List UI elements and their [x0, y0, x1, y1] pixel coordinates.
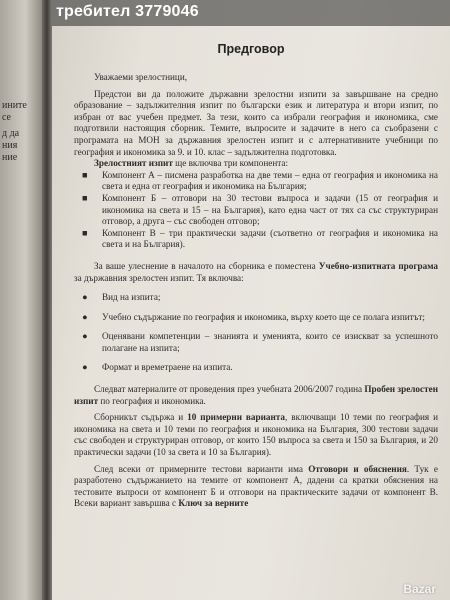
- list-item: ● Оценявани компетенции – знанията и уменията, които се изискват за успешното полагане на изпита;: [82, 331, 438, 353]
- collection-paragraph: Сборникът съдържа и 10 примерни варианта, включващи 10 теми по география и икономика на света и 10 теми по география и икономика на България, 300 тестови задачи със свободен и структуриран отговор, от които 150 въпроса за света и 150 за България, и 20 практически задачи (10 за света и 10 за България).: [74, 412, 439, 458]
- list-item: ■ Компонент А – писмена разработка на две теми – една от география и икономика на света и една от география и икономика на България;: [82, 169, 438, 192]
- answers-paragraph: След всеки от примерните тестови варианти има Отговори и обяснения. Тук е разработено съдържанието на темите от компонент А, дадени са кратки обяснения на тестовите въпроси от компонент Б и отговори на практическите задачи от компонент В. Всеки вариант завършва с Ключ за верните: [74, 463, 438, 509]
- exam-intro-bold: Зрелостният изпит: [94, 158, 173, 169]
- program-list: [74, 292, 438, 374]
- bullet-icon: ■: [82, 227, 88, 238]
- left-page-fragment: ния: [2, 140, 18, 151]
- page-title: Предговор: [217, 42, 285, 56]
- greeting: Уважаеми зрелостници,: [94, 72, 188, 82]
- left-page-fragment: д да: [2, 128, 20, 139]
- program-intro: За ваше улеснение в началото на сборника е поместена Учебно-изпитната програма за държавния зрелостен изпит. Тя включва:: [74, 260, 438, 283]
- trial-paragraph: Следват материалите от проведения през учебната 2006/2007 година Пробен зрелостен изпит по география и икономика.: [74, 384, 438, 406]
- left-page-fragment: се: [2, 112, 11, 123]
- list-item: ● Формат и времетраене на изпита.: [82, 362, 233, 373]
- list-item: ■ Компонент В – три практически задачи (съответно от география и икономика на света и на България).: [82, 227, 438, 250]
- exam-intro-rest: ще включва три компонента:: [172, 158, 289, 169]
- list-item: ● Вид на изпита;: [82, 292, 161, 303]
- left-page-fragment: ините: [2, 100, 27, 111]
- bullet-icon: ●: [82, 311, 88, 322]
- watermark-logo: Bazar: [403, 582, 436, 596]
- bullet-icon: ●: [82, 362, 88, 373]
- components-list: [74, 170, 438, 251]
- left-page-fragment: ние: [2, 152, 18, 163]
- watermark-text: требител 3779046: [56, 3, 199, 20]
- watermark-banner: [52, 0, 450, 26]
- list-item: ■ Компонент Б – отговори на 30 тестови въпроса и задачи (15 от география и икономика на света и 15 – на България), като една част от тях са със структуриран отговор, а друга – със свободен отговор;: [82, 192, 438, 227]
- left-page-edge: [0, 0, 42, 600]
- book-spine: [42, 0, 52, 600]
- bullet-icon: ■: [82, 192, 88, 203]
- bullet-icon: ●: [82, 292, 88, 303]
- list-item: ● Учебно съдържание по география и икономика, върху което ще се полага изпитът;: [82, 311, 425, 322]
- document-body: [74, 72, 438, 510]
- bullet-icon: ●: [82, 331, 88, 342]
- book-page: [52, 0, 450, 600]
- exam-intro: [74, 158, 438, 170]
- bullet-icon: ■: [82, 169, 88, 180]
- intro-paragraph: Предстои ви да положите държавни зрелостни изпити за завършване на средно образование – задължителния изпит по български език и литература и втори изпит, по избран от вас учебен предмет. За тези, които са избрали география и икономика, сме подготвили настоящия сборник. Темите, въпросите и задачите в него са съобразени с програмата на МОН за държавния зрелостен изпит и с алтернативните учебници по география и икономика за 9. и 10. клас – задължителна подготовка.: [74, 88, 438, 157]
